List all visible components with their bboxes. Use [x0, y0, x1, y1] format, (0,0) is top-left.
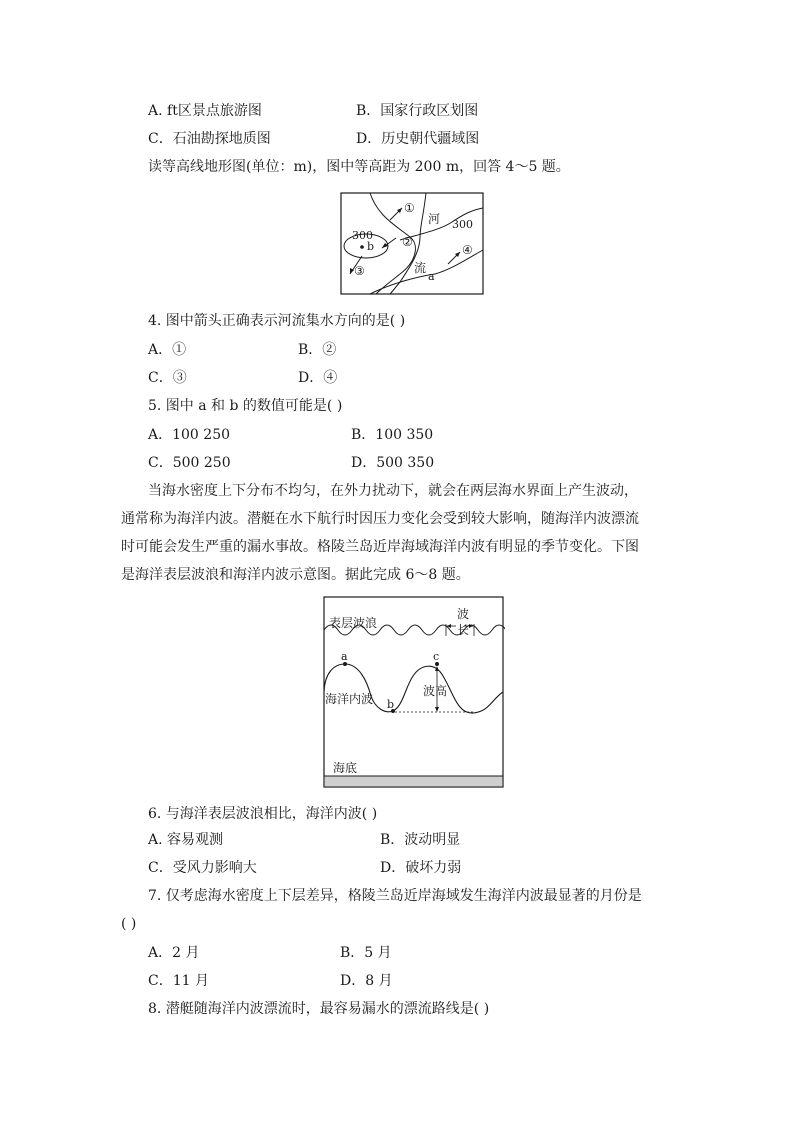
passage-line-1: 当海水密度上下分布不均匀，在外力扰动下，就会在两层海水界面上产生波动，: [148, 483, 638, 499]
map-label-300-left: 300: [352, 229, 373, 242]
q7-option-a: A．2 月: [148, 945, 200, 961]
label-wavelength-2: 长: [457, 623, 470, 637]
label-seabed: 海底: [333, 761, 358, 775]
q8-stem: 8. 潜艇随海洋内波漂流时，最容易漏水的漂流路线是( ): [148, 1001, 490, 1017]
q3-option-a: A. ft区景点旅游图: [148, 103, 262, 119]
q3-option-c: C．石油勘探地质图: [148, 131, 271, 147]
q4-stem: 4. 图中箭头正确表示河流集水方向的是( ): [148, 313, 406, 329]
q7-option-c: C．11 月: [148, 973, 209, 989]
label-point-c: c: [433, 650, 440, 663]
map-label-liu: 流: [414, 261, 427, 275]
passage-line-4: 是海洋表层波浪和海洋内波示意图。据此完成 6～8 题。: [121, 567, 470, 583]
q6-stem: 6. 与海洋表层波浪相比，海洋内波( ): [148, 806, 378, 822]
q3-option-b: B．国家行政区划图: [356, 103, 479, 119]
map-label-he: 河: [428, 212, 441, 226]
q6-option-d: D．破坏力弱: [380, 860, 462, 876]
passage-line-3: 时可能会发生严重的漏水事故。格陵兰岛近岸海域海洋内波有明显的季节变化。下图: [121, 539, 639, 555]
q3-option-d: D．历史朝代疆域图: [356, 131, 480, 147]
map-label-a: a: [428, 270, 435, 283]
q7-paren: ( ): [121, 916, 137, 932]
map-label-3: ③: [354, 264, 365, 278]
label-internal: 海洋内波: [325, 692, 374, 706]
label-wavelength-1: 波: [457, 607, 470, 621]
map-label-2: ②: [402, 235, 413, 249]
point-b: [360, 245, 364, 249]
q5-stem: 5. 图中 a 和 b 的数值可能是( ): [148, 398, 343, 414]
label-point-b: b: [387, 698, 395, 711]
map-label-300-right: 300: [452, 218, 473, 231]
q4-option-c: C．③: [148, 370, 187, 386]
q6-option-c: C．受风力影响大: [148, 860, 257, 876]
q6-option-b: B．波动明显: [380, 832, 461, 848]
q5-option-a: A．100 250: [148, 427, 231, 443]
q6-option-a: A. 容易观测: [148, 832, 224, 848]
q4-option-a: A．①: [148, 342, 187, 358]
label-surface: 表层波浪: [329, 616, 378, 630]
q7-stem: 7. 仅考虑海水密度上下层差异，格陵兰岛近岸海域发生海洋内波最显著的月份是: [148, 888, 642, 904]
intro-q4-5: 读等高线地形图(单位：m)，图中等高距为 200 m，回答 4～5 题。: [148, 159, 570, 175]
map-label-4: ④: [462, 243, 473, 257]
label-wave-height: 波高: [423, 684, 448, 698]
label-point-a: a: [341, 650, 348, 663]
q5-option-c: C．500 250: [148, 455, 231, 471]
q5-option-b: B．100 350: [351, 427, 434, 443]
wave-diagram: [323, 596, 505, 789]
map-label-1: ①: [404, 201, 415, 215]
map-label-b: b: [367, 240, 375, 253]
passage-line-2: 通常称为海洋内波。潜艇在水下航行时因压力变化会受到较大影响，随海洋内波漂流: [121, 511, 639, 527]
q5-option-d: D．500 350: [351, 455, 435, 471]
contour-map: [340, 192, 485, 296]
seabed-band: [324, 776, 503, 787]
q7-option-b: B．5 月: [340, 945, 392, 961]
q4-option-d: D．④: [298, 370, 338, 386]
q7-option-d: D．8 月: [340, 973, 393, 989]
q4-option-b: B．②: [298, 342, 337, 358]
